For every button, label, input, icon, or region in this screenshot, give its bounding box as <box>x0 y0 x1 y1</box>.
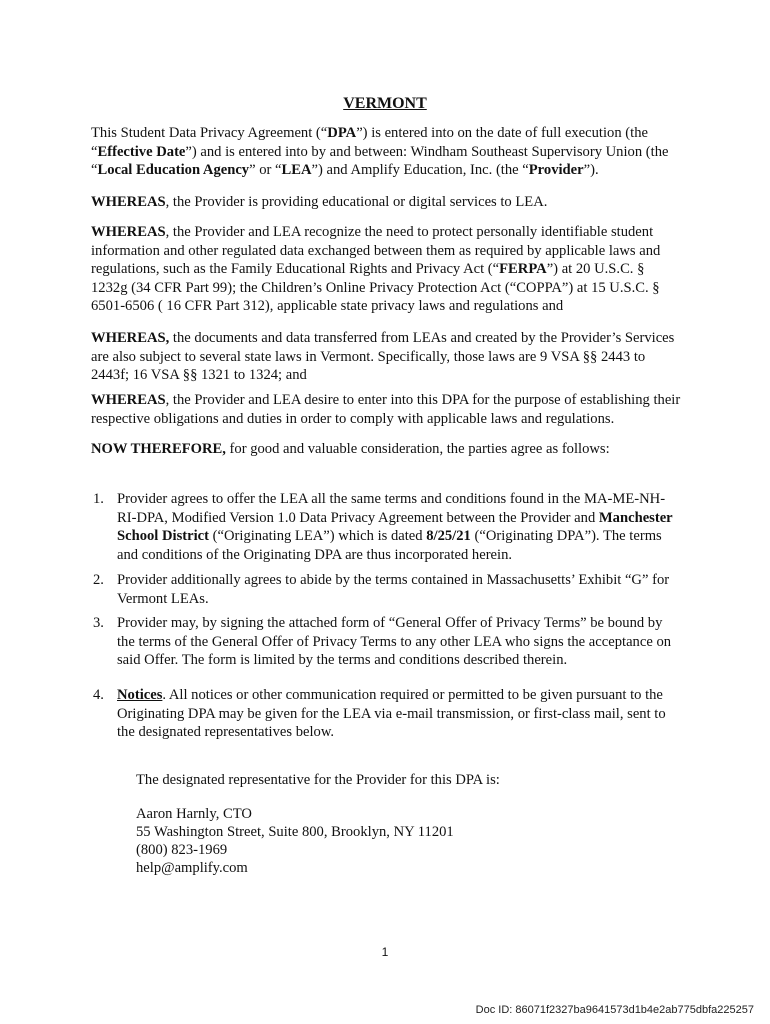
list-item-text: Provider may, by signing the attached form of “General Offer of Privacy Terms” be bound by the terms of the General Offer of Privacy Terms to any other LEA who signs the acceptance on said Offer. The form is limited by the terms and conditions described therein. <box>117 615 672 669</box>
doc-id: Doc ID: 86071f2327ba9641573d1b4e2ab775dbfa225257 <box>475 1004 754 1016</box>
effective-date-term: Effective Date <box>97 143 186 160</box>
list-item-text: Provider additionally agrees to abide by the terms contained in Massachusetts’ Exhibit “G” for Vermont LEAs. <box>117 572 670 607</box>
representative-phone: (800) 823-1969 <box>136 842 228 858</box>
representative-email: help@amplify.com <box>136 860 248 876</box>
whereas-paragraph-4: WHEREAS, the Provider and LEA desire to enter into this DPA for the purpose of establishing their respective obligations and duties in order to comply with applicable laws and regulations. <box>91 392 681 427</box>
list-item-text: Notices. All notices or other communication required or permitted to be given pursuant to the Originating DPA may be given for the LEA via e-mail transmission, or first-class mail, sent to the designated representatives below. <box>117 687 666 741</box>
ferpa-term: FERPA <box>499 261 547 278</box>
lea-full-term: Local Education Agency <box>97 162 250 179</box>
intro-paragraph: This Student Data Privacy Agreement (“DPA”) is entered into on the date of full execution (the “Effective Date”) and is entered into by and between: Windham Southeast Supervisory Union (the “Local Education Agency” or “LEA”) and Amplify Education, Inc. (the “Provider”). <box>91 125 669 179</box>
originating-lea-name: Manchester School District <box>117 509 673 545</box>
list-item-number: 4. <box>93 687 104 703</box>
dpa-term: DPA <box>327 125 357 141</box>
originating-dpa-date: 8/25/21 <box>426 528 471 545</box>
provider-term: Provider <box>528 162 584 179</box>
representative-address: 55 Washington Street, Suite 800, Brooklyn, NY 11201 <box>136 824 454 840</box>
list-item-text: Provider agrees to offer the LEA all the same terms and conditions found in the MA-ME-NH-RI-DPA, Modified Version 1.0 Data Privacy Agreement between the Provider and Manchester School District (“Originating LEA”) which is dated 8/25/21 (“Originating DPA”). The terms and conditions of the Originating DPA are thus incorporated herein. <box>117 491 673 563</box>
representative-intro: The designated representative for the Provider for this DPA is: <box>136 772 500 788</box>
page-number: 1 <box>381 945 389 959</box>
list-item-number: 2. <box>93 572 104 588</box>
list-item-number: 1. <box>93 491 104 507</box>
whereas-paragraph-3: WHEREAS, the documents and data transferred from LEAs and created by the Provider’s Services are also subject to several state laws in Vermont. Specifically, those laws are 9 VSA §§ 2443 to 2443f; 16 VSA §§ 1321 to 1324; and <box>91 330 675 384</box>
document-title: VERMONT <box>343 95 427 112</box>
now-therefore-paragraph: NOW THEREFORE, for good and valuable consideration, the parties agree as follows: <box>91 441 610 457</box>
whereas-paragraph-1: WHEREAS, the Provider is providing educational or digital services to LEA. <box>91 194 548 210</box>
notices-heading: Notices <box>117 687 163 703</box>
list-item-number: 3. <box>93 615 104 631</box>
representative-name: Aaron Harnly, CTO <box>136 806 252 822</box>
whereas-paragraph-2: WHEREAS, the Provider and LEA recognize the need to protect personally identifiable student information and other regulated data exchanged between them as required by applicable laws and regulations, such as the Family Educational Rights and Privacy Act (“FERPA”) at 20 U.S.C. § 1232g (34 CFR Part 99); the Children’s Online Privacy Protection Act (“COPPA”) at 15 U.S.C. § 6501-6506 ( 16 CFR Part 312), applicable state privacy laws and regulations and <box>91 224 661 315</box>
lea-term: LEA <box>281 162 312 179</box>
